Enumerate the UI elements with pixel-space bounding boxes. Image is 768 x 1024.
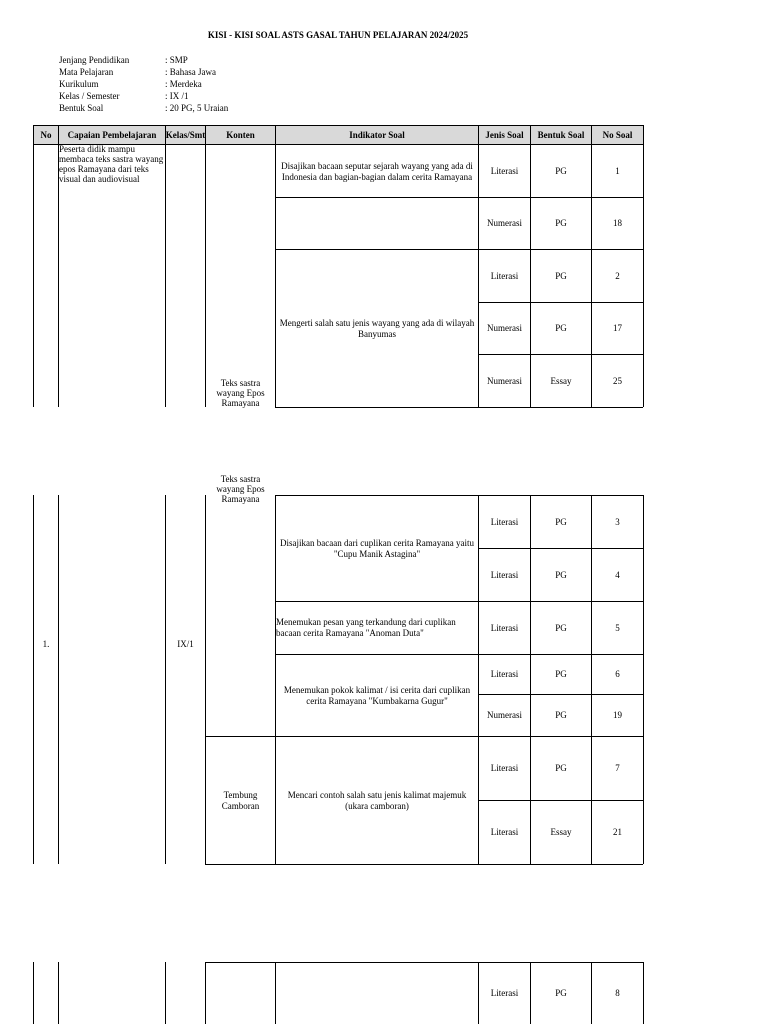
header-no-soal: No Soal xyxy=(591,125,644,145)
meta-row xyxy=(59,79,202,90)
indikator-text: Disajikan bacaan seputar sejarah wayang yang ada di Indonesia dan bagian-bagian dalam cerita Ramayana xyxy=(281,160,473,182)
jenis-soal: Literasi xyxy=(490,827,519,838)
konten-continuation xyxy=(206,474,275,504)
konten-text: Teks sastra wayang Epos Ramayana xyxy=(216,474,265,504)
meta-value: : Bahasa Jawa xyxy=(165,67,216,77)
no-soal: 18 xyxy=(613,218,622,229)
no-soal: 1 xyxy=(615,166,620,177)
meta-value: : SMP xyxy=(165,55,188,65)
konten-text: Tembung Camboran xyxy=(221,789,260,811)
no-soal: 6 xyxy=(615,669,620,680)
jenis-soal: Numerasi xyxy=(487,323,522,334)
bentuk-soal: PG xyxy=(555,218,567,229)
meta-row xyxy=(59,91,189,102)
header-konten: Konten xyxy=(205,125,276,145)
kelas-text: IX/1 xyxy=(177,638,194,649)
jenis-soal: Numerasi xyxy=(487,710,522,721)
indikator-text: Disajikan bacaan dari cuplikan cerita Ramayana yaitu "Cupu Manik Astagina" xyxy=(280,537,474,559)
meta-label: Kurikulum xyxy=(59,79,99,89)
jenis-soal: Numerasi xyxy=(487,375,522,386)
bentuk-soal: PG xyxy=(555,569,567,580)
no-soal: 8 xyxy=(615,988,620,999)
no-soal: 19 xyxy=(613,710,622,721)
indikator-text: Menemukan pesan yang terkandung dari cuplikan bacaan cerita Ramayana "Anoman Duta" xyxy=(276,617,456,638)
meta-value: : 20 PG, 5 Uraian xyxy=(165,103,229,113)
indikator-text: Mencari contoh salah satu jenis kalimat majemuk (ukara camboran) xyxy=(287,789,467,811)
meta-row xyxy=(59,55,188,66)
bentuk-soal: PG xyxy=(555,988,567,999)
bentuk-soal: PG xyxy=(555,763,567,774)
jenis-soal: Literasi xyxy=(490,622,519,633)
jenis-soal: Literasi xyxy=(490,516,519,527)
no-soal: 17 xyxy=(613,323,622,334)
jenis-soal: Literasi xyxy=(490,270,519,281)
jenis-soal: Literasi xyxy=(490,669,519,680)
capaian-text: Peserta didik mampu membaca teks sastra wayang epos Ramayana dari teks visual dan audiovisual xyxy=(59,144,164,184)
header-bentuk: Bentuk Soal xyxy=(530,125,592,145)
bentuk-soal: PG xyxy=(555,323,567,334)
meta-label: Bentuk Soal xyxy=(59,103,104,113)
no-soal: 5 xyxy=(615,622,620,633)
header-jenis: Jenis Soal xyxy=(478,125,531,145)
bentuk-soal: PG xyxy=(555,622,567,633)
row-number: 1. xyxy=(42,638,50,649)
header-indikator: Indikator Soal xyxy=(275,125,479,145)
indikator-text: Menemukan pokok kalimat / isi cerita dari cuplikan cerita Ramayana "Kumbakarna Gugur" xyxy=(283,684,471,706)
bentuk-soal: PG xyxy=(555,669,567,680)
header-kelas: Kelas/Smt xyxy=(165,125,206,145)
meta-row xyxy=(59,67,216,78)
meta-label: Mata Pelajaran xyxy=(59,67,114,77)
bentuk-soal: PG xyxy=(555,710,567,721)
jenis-soal: Literasi xyxy=(490,166,519,177)
bentuk-soal: PG xyxy=(555,166,567,177)
meta-value: : Merdeka xyxy=(165,79,202,89)
meta-label: Kelas / Semester xyxy=(59,91,120,101)
jenis-soal: Literasi xyxy=(490,988,519,999)
bentuk-soal: Essay xyxy=(550,375,572,386)
header-capaian: Capaian Pembelajaran xyxy=(58,125,166,145)
meta-value: : IX /1 xyxy=(165,91,189,101)
no-soal: 3 xyxy=(615,516,620,527)
jenis-soal: Literasi xyxy=(490,569,519,580)
document-title: KISI - KISI SOAL ASTS GASAL TAHUN PELAJARAN 2024/2025 xyxy=(207,30,469,40)
bentuk-soal: PG xyxy=(555,516,567,527)
jenis-soal: Numerasi xyxy=(487,218,522,229)
no-soal: 25 xyxy=(613,375,622,386)
no-soal: 7 xyxy=(615,763,620,774)
bentuk-soal: Essay xyxy=(550,827,572,838)
bentuk-soal: PG xyxy=(555,270,567,281)
meta-row xyxy=(59,103,228,114)
indikator-text: Mengerti salah satu jenis wayang yang ada di wilayah Banyumas xyxy=(279,317,475,339)
header-no: No xyxy=(33,125,59,145)
no-soal: 4 xyxy=(615,569,620,580)
meta-label: Jenjang Pendidikan xyxy=(59,55,130,65)
jenis-soal: Literasi xyxy=(490,763,519,774)
no-soal: 21 xyxy=(613,827,622,838)
no-soal: 2 xyxy=(615,270,620,281)
konten-text: Teks sastra wayang Epos Ramayana xyxy=(216,378,265,408)
